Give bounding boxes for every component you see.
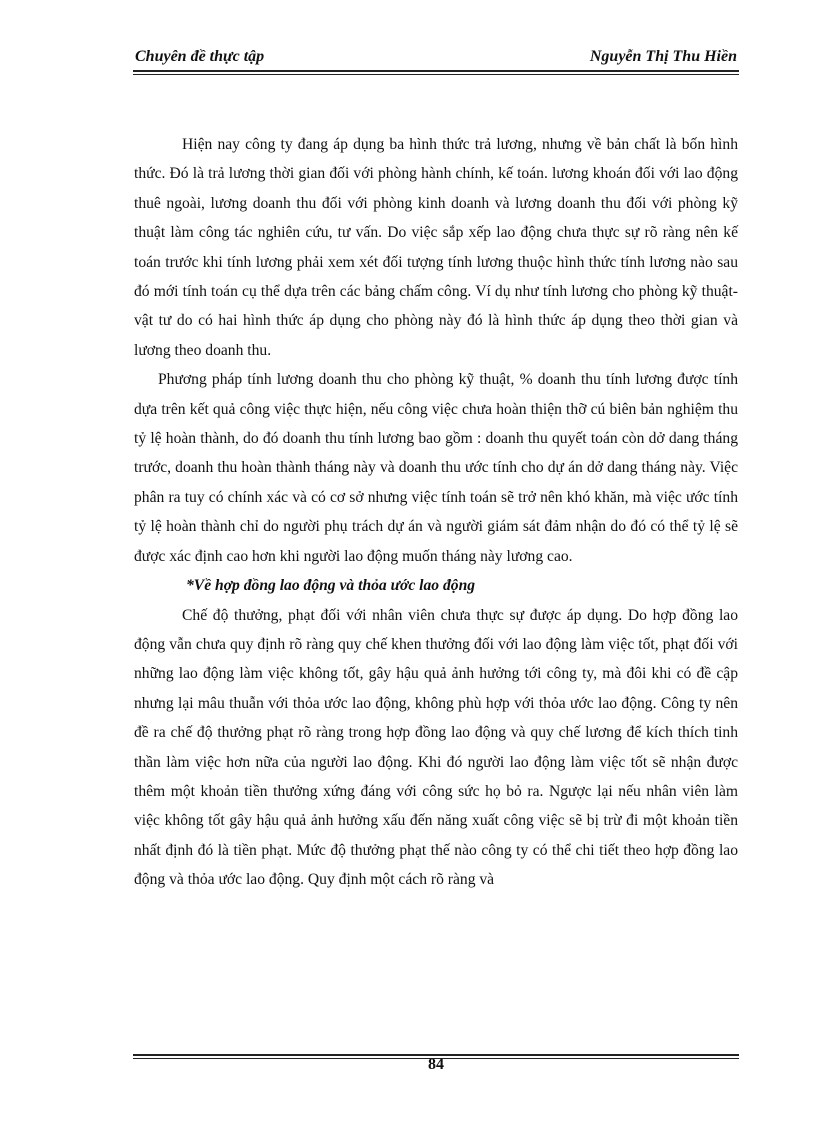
paragraph-reward-penalty: Chế độ thưởng, phạt đối với nhân viên chưa thực sự được áp dụng. Do hợp đồng lao động vẫn chưa quy định rõ ràng quy chế khen thưởng đối với lao động làm việc tốt, phạt đối với những lao động làm việc không tốt, gây hậu quả ảnh hưởng tới công ty, mà đôi khi có đề cập nhưng lại mâu thuẫn với thỏa ước lao động, không phù hợp với thỏa ước lao động. Công ty nên đề ra chế độ thưởng phạt rõ ràng trong hợp đồng lao động và quy chế lương để kích thích tinh thần làm việc hơn nữa của người lao động. Khi đó người lao động làm việc tốt sẽ nhận được thêm một khoản tiền thưởng xứng đáng với công sức họ bỏ ra. Ngược lại nếu nhân viên làm việc không tốt gây hậu quả ảnh hưởng xấu đến năng xuất công việc sẽ bị trừ đi một khoản tiền nhất định đó là tiền phạt. Mức độ thưởng phạt thế nào công ty có thể chi tiết theo hợp đồng lao động và thỏa ước lao động. Quy định một cách rõ ràng và bbox=[134, 606, 738, 889]
page-footer bbox=[133, 1050, 739, 1080]
header-rule-thick bbox=[133, 70, 739, 72]
paragraph-salary-forms: Hiện nay công ty đang áp dụng ba hình thức trả lương, nhưng về bản chất là bốn hình thức. Đó là trả lương thời gian đối với phòng hành chính, kế toán. lương khoán đối với lao động thuê ngoài, lương doanh thu đối với phòng kinh doanh và lương doanh thu đối với phòng kỹ thuật làm công tác nghiên cứu, tư vấn. Do việc sắp xếp lao động chưa thực sự rõ ràng nên kế toán trước khi tính lương phải xem xét đối tượng tính lương thuộc hình thức tính lương nào sau đó mới tính toán cụ thể dựa trên các bảng chấm công. Ví dụ như tính lương cho phòng kỹ thuật-vật tư do có hai hình thức áp dụng cho phòng này đó là hình thức áp dụng theo thời gian và lương theo doanh thu. bbox=[134, 136, 738, 359]
header-document-title: Chuyên đề thực tập bbox=[135, 48, 265, 65]
page-number: 84 bbox=[428, 1056, 444, 1073]
header-author-name: Nguyễn Thị Thu Hiền bbox=[589, 48, 737, 65]
page-header bbox=[133, 46, 739, 72]
paragraph-revenue-salary-method: Phương pháp tính lương doanh thu cho phòng kỹ thuật, % doanh thu tính lương được tính dựa trên kết quả công việc thực hiện, nếu công việc chưa hoàn thiện thỡ cú biên bản nghiệm thu tỷ lệ hoàn thành, do đó doanh thu tính lương bao gồm : doanh thu quyết toán còn dở dang tháng trước, doanh thu hoàn thành tháng này và doanh thu ước tính cho dự án dở dang tháng này. Việc phân ra tuy có chính xác và có cơ sở nhưng việc tính toán sẽ trở nên khó khăn, mà việc ước tính tỷ lệ hoàn thành chỉ do người phụ trách dự án và người giám sát đảm nhận do đó có thể tỷ lệ sẽ được xác định cao hơn khi người lao động muốn tháng này lương cao. bbox=[134, 371, 738, 565]
section-heading-labor-contract: *Về hợp đồng lao động và thỏa ước lao động bbox=[186, 577, 476, 595]
page-body bbox=[134, 130, 738, 895]
header-rule-thin bbox=[133, 74, 739, 75]
